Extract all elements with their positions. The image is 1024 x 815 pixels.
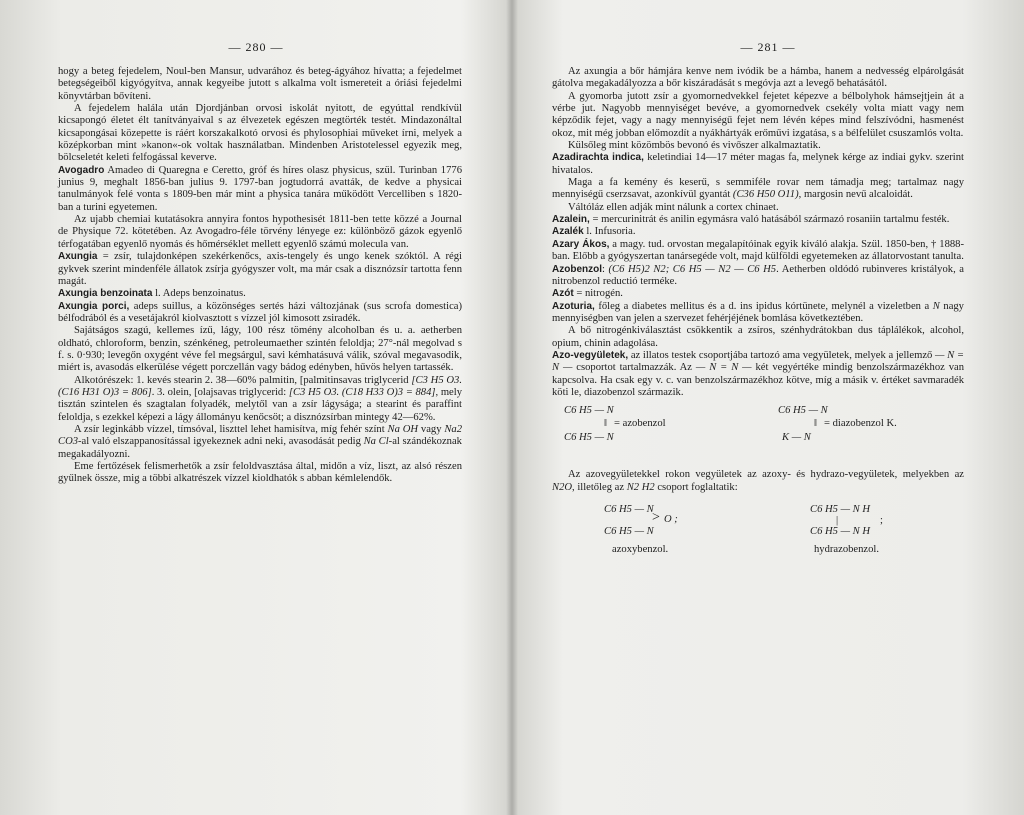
paragraph	[552, 152, 964, 177]
left-page-text	[58, 66, 462, 486]
entry-headword: Azobenzol	[552, 263, 602, 275]
formula-label: hydrazobenzol.	[814, 543, 880, 555]
entry-headword: Azót	[552, 288, 574, 300]
formula-text: [C3 H5 O3. (C18 H33 O)3 = 884]	[288, 386, 436, 398]
paragraph	[58, 301, 462, 326]
body-text: Az azovegyületekkel rokon vegyületek az azoxy- és hydrazo-vegyületek, melyekben az	[568, 469, 964, 481]
paragraph	[552, 91, 964, 140]
entry-headword: Axungia	[58, 251, 98, 263]
formula-line: C6 H5 — N	[604, 503, 654, 515]
formula-line: C6 H5 — N H	[810, 525, 871, 537]
formula-line: C6 H5 — N	[564, 405, 614, 417]
body-text: Az axungia a bőr hámjára kenve nem ivódik be a hámba, hanem a nedvesség elpárolgását gátolva megakadályozza a bőr kiszáradását s megóvja azt a levegő behatásától.	[552, 66, 964, 90]
paragraph	[552, 226, 964, 238]
entry-headword: Azary Ákos,	[552, 238, 610, 250]
formula-line: C6 H5 — N	[564, 432, 614, 444]
body-text: Az ujabb chemiai kutatásokra annyira fontos hypothesisét 1811-ben tette közzé a Journal de Physique 72. kötetében. Az Avogadro-féle törvény lényege ez: különböző gázok egyenlő térfogatában egyenlő nyomás és hőmérséklet mellett egyenlő számú molecula van.	[58, 214, 462, 250]
formula-text: N2 H2	[626, 481, 655, 493]
formula-semicolon: ;	[880, 514, 883, 526]
body-text: nagy mennyiségben van jelen a szervezet fehérjéjének bomlása következtében.	[552, 300, 964, 324]
paragraph	[58, 165, 462, 214]
paragraph	[58, 214, 462, 251]
body-text: . 3. olein, [olajsavas triglycerid:	[151, 386, 289, 398]
formula-bond: |	[836, 514, 839, 526]
entry-headword: Avogadro	[58, 164, 105, 176]
paragraph	[552, 301, 964, 326]
paragraph	[552, 66, 964, 91]
body-text: , margosin nevű alcaloidát.	[798, 189, 913, 201]
formula-text: Na2 CO3	[58, 423, 463, 448]
body-text: l. Adeps benzoinatus.	[152, 288, 246, 300]
body-text: = zsír, tulajdonképen szekérkenőcs, axis-tengely és ungo kenek szóktól. A régi gykvek szerint mindenféle állatok zsírja gyógyszer volt, ma már csak a disznózsír tartotta fenn magát.	[58, 251, 462, 287]
body-text: Váltóláz ellen adják mint nálunk a cortex chinaet.	[568, 201, 779, 213]
body-text: , mely tisztán szintelen és szagtalan folyadék, melytől van a zsír lágysága; a stearint és paraffint feloldja, s ezekkel képezi a lágy állományu kenőcsöt; a disznózsírban mintegy 42—62%.	[58, 386, 463, 423]
body-text: adeps suillus, a közönséges sertés házi változjának (sus scrofa domestica) bélfodrából és a vesetájakról kiolvasztott s vízzel jól kimosott zsiradék.	[58, 300, 462, 324]
entry-headword: Azo-vegyületek,	[552, 349, 629, 361]
paragraph	[58, 66, 462, 103]
right-paragraphs-mid	[552, 469, 964, 494]
body-text: Eme fertőzések felismerhetők a zsír feloldvasztása által, midőn a víz, liszt, az alsó részen gyűlnek össze, mig a többi alkatrészek vízzel kioldhatók s abban kémlelendők.	[58, 461, 462, 485]
body-text: csoport foglaltatik:	[654, 481, 738, 493]
body-text: hogy a beteg fejedelem, Noul-ben Mansur, udvarához és beteg-ágyához hívatta; a fejedelmet betegségeiből kigyógyítva, annak kegyeibe jutott s alkalma volt ismereteit a óriási fejedelmi könyvtárban bővíteni.	[58, 66, 462, 102]
body-text: Alkotórészek: 1. kevés stearin 2. 38—60% palmitin, [palmitinsavas triglycerid	[74, 374, 412, 386]
body-text: Külsőleg mint közömbös bevonó és vivőszer alkalmaztatik.	[568, 140, 821, 152]
formula-brace: >	[652, 509, 660, 525]
body-text: = mercurinitrát és anilin egymásra való hatásából származó rosaniin tartalmu festék.	[589, 214, 950, 226]
paragraph	[552, 288, 964, 300]
formula-line: C6 H5 — N	[778, 405, 828, 417]
right-page-text	[552, 66, 964, 568]
paragraph	[58, 325, 462, 374]
body-text: . Aetherben oldódó rubinveres kristályok, a nitrobenzol reductió terméke.	[552, 263, 964, 287]
azoxy-hydrazo-formula	[552, 504, 964, 568]
body-text: l. Infusoria.	[583, 226, 636, 238]
azobenzol-formula	[552, 403, 964, 463]
right-page	[512, 0, 1024, 815]
body-text: :	[602, 263, 609, 275]
formula-line: C6 H5 — N	[604, 525, 654, 537]
formula-text: Na Cl	[363, 436, 389, 448]
paragraph	[552, 214, 964, 226]
page-number: — 281 —	[740, 40, 796, 54]
entry-headword: Azalein,	[552, 214, 590, 226]
paragraph	[58, 103, 462, 165]
formula-oxygen: O ;	[664, 513, 678, 525]
formula-label: = azobenzol	[614, 418, 666, 430]
body-text: A bő nitrogénkiválasztást csökkentik a zsíros, szénhydrátokban dus táplálékok, alcohol, opium, chinin adagolása.	[552, 325, 964, 349]
paragraph	[552, 350, 964, 399]
paragraph	[552, 469, 964, 494]
formula-label: azoxybenzol.	[612, 543, 669, 555]
formula-text: (C36 H50 O11)	[732, 189, 799, 201]
body-text: vagy	[418, 423, 445, 435]
entry-headword: Axungia benzoinata	[58, 288, 153, 300]
entry-headword: Azadirachta indica,	[552, 152, 644, 164]
paragraph	[58, 424, 462, 461]
paragraph	[58, 288, 462, 300]
formula-label: = diazobenzol K.	[824, 418, 897, 430]
paragraph	[552, 239, 964, 264]
body-text: Sajátságos szagú, kellemes ízű, lágy, 100 rész tömény alcoholban és u. a. aetherben oldható, chloroform, benzin, szénkéneg, petroleumaether szintén feloldja; 27°-nál megolvad s f. s. 0·930; levegőn oxygént véve fel megsárgul, savi kémhatásuvá válik, szóval megavasodik, miért is, avasodás elkerülése végett porczellán vagy bádog edényben, hűvös helyen tartassék.	[58, 325, 462, 374]
paragraph	[552, 202, 964, 214]
body-text: az illatos testek csoportjába tartozó ama vegyületek, melyek a jellemző	[628, 349, 935, 361]
formula-text: N2O	[552, 481, 573, 493]
paragraph	[552, 177, 964, 202]
paragraph	[552, 140, 964, 152]
formula-text: (C6 H5)2 N2; C6 H5 — N2 — C6 H5	[608, 263, 777, 275]
body-text: -al szándékoznak megakadályozni.	[58, 436, 462, 460]
body-text: a magy. tud. orvostan megalapítóinak egyik kiváló alakja. Szül. 1850-ben, † 1888-ban. Előbb a gyógyszertan tanársegéde volt, majd külföldi egyetemeken az állatorvostant tanulta.	[552, 238, 965, 263]
body-text: keletindiai 14—17 méter magas fa, melynek kérge az indiai gykv. szerint hivatalos.	[552, 152, 964, 176]
body-text: = nitrogén.	[573, 288, 623, 300]
entry-headword: Azoturia,	[552, 300, 595, 312]
body-text: főleg a diabetes mellitus és a d. ins ipidus kórtünete, melynél a vizeletben a	[594, 300, 933, 312]
body-text: csoportot tartalmazzák. Az	[572, 362, 696, 374]
paragraph	[552, 264, 964, 289]
body-text: két vegyértéke mindig benzolszármazékhoz van kapcsolva. Ha csak egy v. c. van benzolszármazékhoz kötve, míg a másik v. értéket savmaradék köti le, diazobenzol származik.	[552, 362, 965, 398]
body-text: A fejedelem halála után Djordjánban orvosi iskolát nyitott, de egyúttal rendkívül kicsapongó életet élt tanítványaival s az élvezetek egészen megtörték testét. Mindazonáltal kicsapongásai közepette is ráért korszakalkotó orvosi és phylosophiai műveket írni, melyek a középkorban mint »kanon«-ok voltak használatban. Mindenben Aristotelessel egyezik meg, bölcseletét keleti felfogással keverve.	[58, 103, 462, 164]
page-number: — 280 —	[228, 40, 284, 54]
paragraph	[58, 375, 462, 424]
formula-bond: ‖	[604, 418, 607, 430]
formula-text: [C3 H5 O3. (C16 H31 O)3 = 806]	[58, 374, 463, 398]
formula-line: C6 H5 — N H	[810, 503, 871, 515]
formula-text: N	[932, 300, 940, 312]
paragraph	[58, 251, 462, 288]
body-text: A zsír leginkább vízzel, tímsóval, liszttel lehet hamisítva, míg fehér színt	[74, 423, 388, 435]
body-text: Maga a fa kemény és keserű, s semmiféle rovar nem támadja meg; tartalmaz nagy mennyiségű cserzsavat, azonkívül gyantát	[552, 177, 964, 201]
right-paragraphs-top	[552, 66, 964, 399]
formula-text: Na OH	[387, 423, 419, 435]
body-text: -al való elszappanosítással igyekeznek adni neki, avasodását pedig	[78, 436, 364, 448]
paragraph	[552, 325, 964, 350]
body-text: A gyomorba jutott zsír a gyomornedvekkel fejetet képezve a bélbolyhok hámsejtjein át a vérbe jut. Nagyobb mennyiséget bevéve, a gyomornedvek csekély volta miatt vagy nem képződik fejet, vagy a nagy mennyiségű fejet nem lévén képes mind felszívódni, hasmenést okoz, mit még jobban előmozdít a nyákhártyák erőművi izgatása, s a bélfelület csuszamlós volta.	[552, 90, 964, 139]
formula-line: K — N	[782, 432, 811, 444]
body-text: Amadeo di Quaregna e Ceretto, gróf és híres olasz physicus, szül. Turinban 1776 junius 9, meghalt 1856-ban julius 9. 1797-ban jogtudorrá avatták, de kedve a physicai tanulmányok felé vonta s 1809-ben már mint a physica tanára működött Vercelliben s 1820-ban a turini egyetemen.	[58, 164, 462, 213]
entry-headword: Axungia porci,	[58, 300, 130, 312]
paragraph	[58, 461, 462, 486]
formula-text: — N = N —	[552, 349, 964, 374]
body-text: , illetőleg az	[572, 481, 627, 493]
formula-bond: ‖	[814, 418, 817, 430]
entry-headword: Azalék	[552, 226, 584, 238]
formula-text: — N = N —	[695, 362, 752, 374]
